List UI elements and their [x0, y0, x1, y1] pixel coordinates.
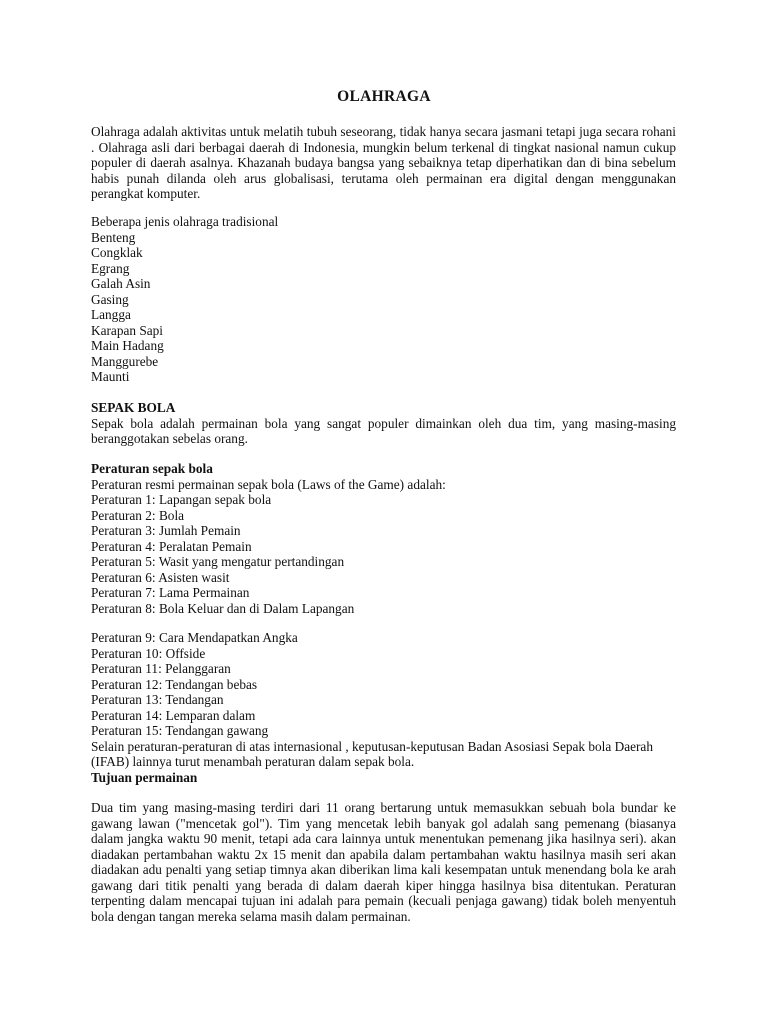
rule-item: Peraturan 9: Cara Mendapatkan Angka [91, 630, 298, 645]
list-item: Main Hadang [91, 338, 164, 353]
list-item: Congklak [91, 245, 143, 260]
list-item: Maunti [91, 369, 130, 384]
traditional-sports-section [91, 214, 676, 385]
rule-item: Peraturan 3: Jumlah Pemain [91, 523, 241, 538]
tujuan-heading: Tujuan permainan [91, 769, 198, 785]
rule-item: Peraturan 12: Tendangan bebas [91, 676, 258, 692]
intro-paragraph: Olahraga adalah aktivitas untuk melatih tubuh seseorang, tidak hanya secara jasmani tetapi juga secara rohani . Olahraga asli dari berbagai daerah di Indonesia, mungkin belum terkenal di tingkat nasional namun cukup populer di daerah asalnya. Khazanah budaya bangsa yang sebaiknya tetap diperhatikan dan di bina sebelum habis punah dilanda oleh arus globalisasi, terutama oleh permainan era digital dengan menggunakan perangkat komputer. [91, 124, 676, 201]
list-item: Gasing [91, 291, 129, 307]
tujuan-paragraph: Dua tim yang masing-masing terdiri dari 11 orang bertarung untuk memasukkan sebuah bola bundar ke gawang lawan ("mencetak gol"). Tim yang mencetak lebih banyak gol adalah sang pemenang (biasanya dalam jangka waktu 90 menit, tetapi ada cara lainnya untuk menentukan pemenang jika hasilnya seri). akan diadakan pertambahan waktu 2x 15 menit dan apabila dalam pertambahan waktu hasilnya masih seri akan diadakan adu penalti yang setiap timnya akan diberikan lima kali kesempatan untuk menendang bola ke arah gawang dari titik penalti yang berada di dalam daerah kiper hingga hasilnya bisa ditentukan. Peraturan terpenting dalam mencapai tujuan ini adalah para pemain (kecuali penjaga gawang) tidak boleh menyentuh bola dengan tangan mereka selama masih dalam permainan. [91, 800, 676, 924]
sepak-bola-section [91, 400, 676, 447]
rule-item: Peraturan 7: Lama Permainan [91, 585, 250, 600]
list-item: Langga [91, 307, 131, 322]
rule-item: Peraturan 10: Offside [91, 645, 206, 661]
rule-item: Peraturan 4: Peralatan Pemain [91, 538, 252, 554]
list-item: Galah Asin [91, 276, 151, 291]
page-title: OLAHRAGA [337, 88, 431, 105]
rule-item: Peraturan 5: Wasit yang mengatur pertandingan [91, 554, 345, 569]
sepak-bola-paragraph: Sepak bola adalah permainan bola yang sangat populer dimainkan oleh dua tim, yang masing-masing beranggotakan sebelas orang. [91, 415, 676, 446]
rule-item: Peraturan 2: Bola [91, 507, 185, 523]
rule-item: Peraturan 6: Asisten wasit [91, 569, 230, 585]
peraturan-section [91, 461, 676, 616]
peraturan-section-continued [91, 630, 676, 785]
peraturan-closing-paragraph: Selain peraturan-peraturan di atas internasional , keputusan-keputusan Badan Asosiasi Sepak bola Daerah (IFAB) lainnya turut menambah peraturan dalam sepak bola. [91, 738, 653, 769]
peraturan-heading: Peraturan sepak bola [91, 461, 213, 476]
peraturan-intro: Peraturan resmi permainan sepak bola (Laws of the Game) adalah: [91, 476, 446, 492]
rule-item: Peraturan 1: Lapangan sepak bola [91, 492, 272, 507]
list-item: Manggurebe [91, 353, 159, 369]
rule-item: Peraturan 8: Bola Keluar dan di Dalam Lapangan [91, 600, 355, 616]
rule-item: Peraturan 15: Tendangan gawang [91, 723, 269, 738]
rule-item: Peraturan 11: Pelanggaran [91, 661, 231, 676]
traditional-sports-heading: Beberapa jenis olahraga tradisional [91, 214, 279, 229]
sepak-bola-heading: SEPAK BOLA [91, 400, 176, 415]
list-item: Karapan Sapi [91, 322, 163, 338]
rule-item: Peraturan 13: Tendangan [91, 692, 224, 707]
list-item: Benteng [91, 229, 136, 245]
list-item: Egrang [91, 260, 130, 276]
rule-item: Peraturan 14: Lemparan dalam [91, 707, 256, 723]
